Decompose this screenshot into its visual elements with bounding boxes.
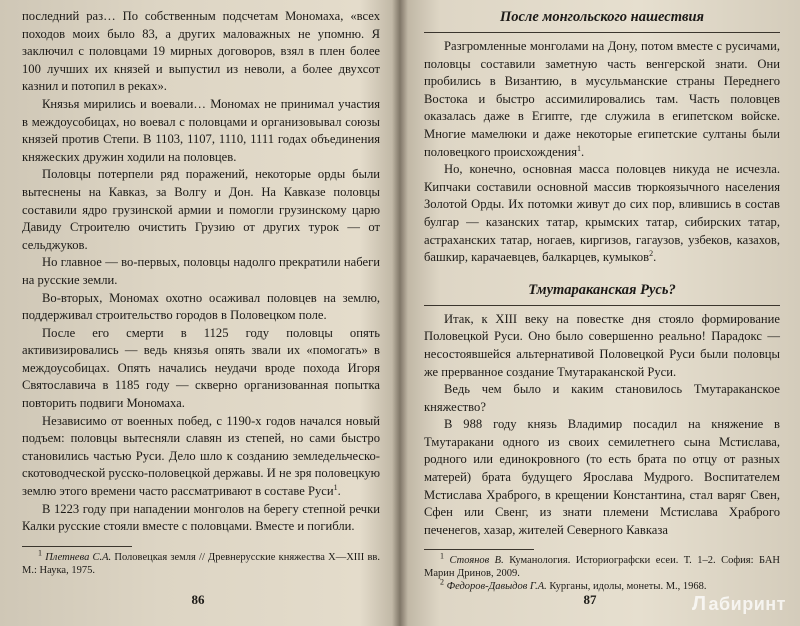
footnote-right-1 — [424, 551, 781, 580]
right-paragraph-2: Но, конечно, основная масса половцев никуда не исчезла. Кипчаки составили основной массив тюркоязычного населения Золотой Орды. Их потомки живут до сих пор, влившись в состав булгар — казанских татар, крымских татар, сибирских татар, астраханских татар, ногаев, киргизов, гагаузов, узбеков, казахов, башкир, карачаевцев, балкарцев, кумыков$^2$. — [424, 162, 780, 265]
left-paragraph-8: В 1223 году при нападении монголов на берегу степной речки Калки русские стояли вместе с половцами. Вместе и погибли. — [22, 501, 380, 534]
footnote-ref-right-1: 1 — [577, 143, 581, 153]
footnote-text: Половецкая земля // Древнерусские княжества X—XIII вв. М.: Наука, 1975. — [22, 551, 380, 576]
right-paragraph-2-text: Но, конечно, основная масса половцев никуда не исчезла. Кипчаки составили основной массив тюркоязычного населения Золотой Орды. Их потомки живут до сих пор, влившись в состав булгар — казанских татар, крымских татар, сибирских татар, астраханских татар, ногаев, киргизов, гагаузов, узбеков, казахов, башкир, карачаевцев, балкарцев, кумыков — [424, 162, 780, 265]
page-number-right: 87 — [583, 592, 597, 607]
footnote-num: 2 — [440, 577, 444, 587]
labirint-logo-icon: Л — [692, 593, 707, 615]
section-heading-tmutarakan-rus: Тмутараканская Русь? — [528, 281, 676, 298]
left-paragraph-7: Независимо от военных побед, с 1190-х годов начался новый подъем: половцы вытесняли славян из степей, но сами быстро становились частью Руси. Дело шло к созданию земледельческо-скотоводческой русско-половецкой державы. И не зря половецкую землю этого времени часто рассматривают в составе Руси$^1$. — [22, 413, 380, 499]
footnote-text: Курганы, идолы, монеты. М., 1968. — [549, 581, 707, 593]
footnote-num: 1 — [440, 551, 444, 561]
footnote-ref-left-1: 1 — [333, 482, 338, 492]
left-paragraph-3: Половцы потерпели ряд поражений, некоторые орды были вытеснены на Кавказ, за Волгу и Дон. На Кавказе половцы составили ядро грузинской армии и помогли грузинскому царю Давиду Строителю очистить Грузию от других турок — от сельджуков. — [22, 167, 380, 252]
right-paragraph-4: Ведь чем было и каким становилось Тмутараканское княжество? — [424, 382, 780, 414]
footnote-divider-right — [424, 549, 534, 550]
watermark-text: абиринт — [708, 594, 786, 614]
footnote-left-1 — [22, 548, 380, 577]
footnote-divider-left — [22, 546, 132, 547]
footnote-author: Стоянов В. — [449, 555, 504, 567]
right-paragraph-5: В 988 году князь Владимир посадил на княжение в Тмутаракани одного из своих семилетнего сына Мстислава, родного или единокровного (то есть брата по отцу от разных матерей) брата будущего Ярослава Мудрого. Воспитателем Мстислава Храброго, в крещении Константина, стал варяг Свен, Сфен или Свенг, из знати племени Мстислава Храброго печенегов, хазар, жителей Северного Кавказа — [424, 417, 780, 537]
labirint-watermark — [692, 593, 786, 616]
heading-rule-2 — [424, 305, 780, 306]
left-paragraph-7-text: Независимо от военных побед, с 1190-х годов начался новый подъем: половцы вытесняли славян из степей, но сами быстро становились частью Руси. Дело шло к созданию земледельческо-скотоводческой русско-половецкой державы. И не зря половецкую землю этого времени часто рассматривают в составе Руси — [22, 413, 380, 499]
section-heading-after-mongol-invasion: После монгольского нашествия — [499, 9, 705, 25]
left-page — [0, 0, 398, 626]
right-paragraph-1: Разгромленные монголами на Дону, потом вместе с русичами, половцы составили заметную часть венгерской знати. Они пробились в Византию, в мусульманские страны Переднего Востока и быстро ассимилировались там. Часть половцев оказалась даже в Египте, где служила в египетском войске. Многие мамелюки и даже некоторые египетские султаны были половецкого происхождения$^1$. — [424, 39, 780, 159]
heading-rule — [424, 32, 780, 33]
left-paragraph-2: Князья мирились и воевали… Мономах не принимал участия в междоусобицах, но воевал с половцами и организовывал союзы князей против Степи. В 1103, 1107, 1110, 1111 годах объединения княжеских дружин ходили на половцев. — [22, 96, 380, 164]
left-paragraph-5: Во-вторых, Мономах охотно осаживал половцев на землю, поддерживал строительство городов в Половецком поле. — [22, 290, 380, 323]
left-paragraph-1: последний раз… По собственным подсчетам Мономаха, «всех походов моих было 83, а других маловажных не упомню. Я заключил с половцами 19 мирных договоров, взял в плен более 100 лучших их князей и выпустил из неволи, а более двухсот казнил и потопил в реках». — [22, 9, 380, 94]
left-paragraph-4: Но главное — во-первых, половцы надолго прекратили набеги на русские земли. — [22, 255, 380, 287]
footnote-num: 1 — [38, 548, 42, 558]
left-paragraph-6: После его смерти в 1125 году половцы опять активизировались — ведь князья опять звали их «помогать» в междоусобицах. Опять начались неудачи вроде похода Игоря Святославича в 1185 году — скверно организованная попытка повторить подвиги Мономаха. — [22, 325, 380, 411]
footnote-ref-right-2: 2 — [649, 248, 654, 258]
right-paragraph-1-text: Разгромленные монголами на Дону, потом вместе с русичами, половцы составили заметную часть венгерской знати. Они пробились в Византию, в мусульманские страны Переднего Востока и быстро ассимилировались там. Часть половцев оказалась даже в Египте, где служила в египетском войске. Многие мамелюки и даже некоторые египетские султаны были половецкого происхождения — [424, 39, 780, 159]
footnote-author: Федоров-Давыдов Г.А. — [446, 581, 547, 593]
page-number-left: 86 — [191, 592, 205, 607]
right-paragraph-3: Итак, к XIII веку на повестке дня стояло формирование Половецкой Руси. Оно было совершенно реально! Парадокс — несостоявшейся альтернативой Половецкой Руси были половцы же прерванное создание Тмутараканской Руси. — [424, 311, 780, 379]
right-page — [402, 0, 800, 626]
footnote-author: Плетнева С.А. — [45, 551, 112, 563]
footnote-text: Куманология. Историографски есеи. Т. 1–2. София: БАН Марин Дринов, 2009. — [424, 555, 781, 580]
